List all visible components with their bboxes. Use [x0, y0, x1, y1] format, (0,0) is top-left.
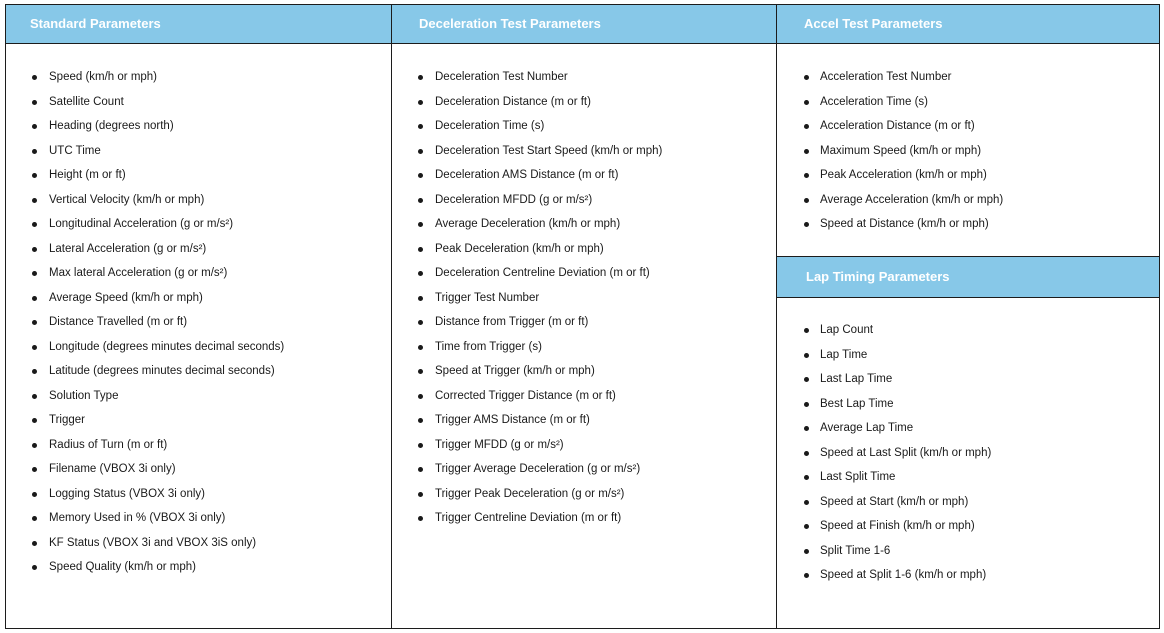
list-item: Deceleration Centreline Deviation (m or ft)	[392, 261, 776, 286]
list-item: Deceleration Test Start Speed (km/h or mph)	[392, 139, 776, 164]
list-item: Split Time 1-6	[777, 539, 1159, 564]
list-item: Speed at Split 1-6 (km/h or mph)	[777, 563, 1159, 588]
list-item: Satellite Count	[6, 90, 391, 115]
list-item: Trigger Average Deceleration (g or m/s²)	[392, 457, 776, 482]
list-item: Memory Used in % (VBOX 3i only)	[6, 506, 391, 531]
list-item: Trigger Peak Deceleration (g or m/s²)	[392, 482, 776, 507]
list-item: Radius of Turn (m or ft)	[6, 433, 391, 458]
list-item: Max lateral Acceleration (g or m/s²)	[6, 261, 391, 286]
list-item: Speed Quality (km/h or mph)	[6, 555, 391, 580]
list-item: Time from Trigger (s)	[392, 335, 776, 360]
list-item: Speed at Distance (km/h or mph)	[777, 212, 1159, 237]
accel-lap-column	[777, 5, 1159, 628]
list-item: Logging Status (VBOX 3i only)	[6, 482, 391, 507]
standard-parameters-column	[6, 5, 392, 628]
list-item: Distance Travelled (m or ft)	[6, 310, 391, 335]
list-item: Deceleration Distance (m or ft)	[392, 90, 776, 115]
list-item: Deceleration Time (s)	[392, 114, 776, 139]
list-item: Average Speed (km/h or mph)	[6, 286, 391, 311]
list-item: Acceleration Test Number	[777, 65, 1159, 90]
list-item: Average Deceleration (km/h or mph)	[392, 212, 776, 237]
accel-parameters-header: Accel Test Parameters	[777, 5, 1159, 44]
list-item: Best Lap Time	[777, 392, 1159, 417]
deceleration-parameters-column	[392, 5, 777, 628]
list-item: Acceleration Distance (m or ft)	[777, 114, 1159, 139]
list-item: Corrected Trigger Distance (m or ft)	[392, 384, 776, 409]
list-item: Trigger Test Number	[392, 286, 776, 311]
parameters-table	[5, 4, 1160, 629]
list-item: Trigger AMS Distance (m or ft)	[392, 408, 776, 433]
list-item: Deceleration Test Number	[392, 65, 776, 90]
list-item: Longitude (degrees minutes decimal seconds)	[6, 335, 391, 360]
list-item: Last Split Time	[777, 465, 1159, 490]
list-item: Latitude (degrees minutes decimal seconds)	[6, 359, 391, 384]
list-item: Vertical Velocity (km/h or mph)	[6, 188, 391, 213]
list-item: Deceleration MFDD (g or m/s²)	[392, 188, 776, 213]
list-item: Lap Time	[777, 343, 1159, 368]
list-item: Speed at Last Split (km/h or mph)	[777, 441, 1159, 466]
list-item: Peak Acceleration (km/h or mph)	[777, 163, 1159, 188]
lap-timing-parameters-list	[777, 318, 1159, 588]
list-item: Speed at Start (km/h or mph)	[777, 490, 1159, 515]
list-item: Average Acceleration (km/h or mph)	[777, 188, 1159, 213]
list-item: KF Status (VBOX 3i and VBOX 3iS only)	[6, 531, 391, 556]
list-item: Maximum Speed (km/h or mph)	[777, 139, 1159, 164]
deceleration-parameters-list	[392, 65, 776, 531]
list-item: UTC Time	[6, 139, 391, 164]
list-item: Longitudinal Acceleration (g or m/s²)	[6, 212, 391, 237]
list-item: Last Lap Time	[777, 367, 1159, 392]
accel-parameters-list	[777, 65, 1159, 237]
list-item: Speed (km/h or mph)	[6, 65, 391, 90]
list-item: Filename (VBOX 3i only)	[6, 457, 391, 482]
list-item: Distance from Trigger (m or ft)	[392, 310, 776, 335]
lap-timing-parameters-header: Lap Timing Parameters	[777, 256, 1159, 298]
list-item: Speed at Trigger (km/h or mph)	[392, 359, 776, 384]
list-item: Peak Deceleration (km/h or mph)	[392, 237, 776, 262]
list-item: Trigger	[6, 408, 391, 433]
list-item: Acceleration Time (s)	[777, 90, 1159, 115]
list-item: Average Lap Time	[777, 416, 1159, 441]
list-item: Heading (degrees north)	[6, 114, 391, 139]
list-item: Height (m or ft)	[6, 163, 391, 188]
list-item: Lap Count	[777, 318, 1159, 343]
deceleration-parameters-header: Deceleration Test Parameters	[392, 5, 776, 44]
list-item: Deceleration AMS Distance (m or ft)	[392, 163, 776, 188]
standard-parameters-list	[6, 65, 391, 580]
standard-parameters-header: Standard Parameters	[6, 5, 391, 44]
list-item: Lateral Acceleration (g or m/s²)	[6, 237, 391, 262]
list-item: Speed at Finish (km/h or mph)	[777, 514, 1159, 539]
list-item: Solution Type	[6, 384, 391, 409]
list-item: Trigger MFDD (g or m/s²)	[392, 433, 776, 458]
list-item: Trigger Centreline Deviation (m or ft)	[392, 506, 776, 531]
